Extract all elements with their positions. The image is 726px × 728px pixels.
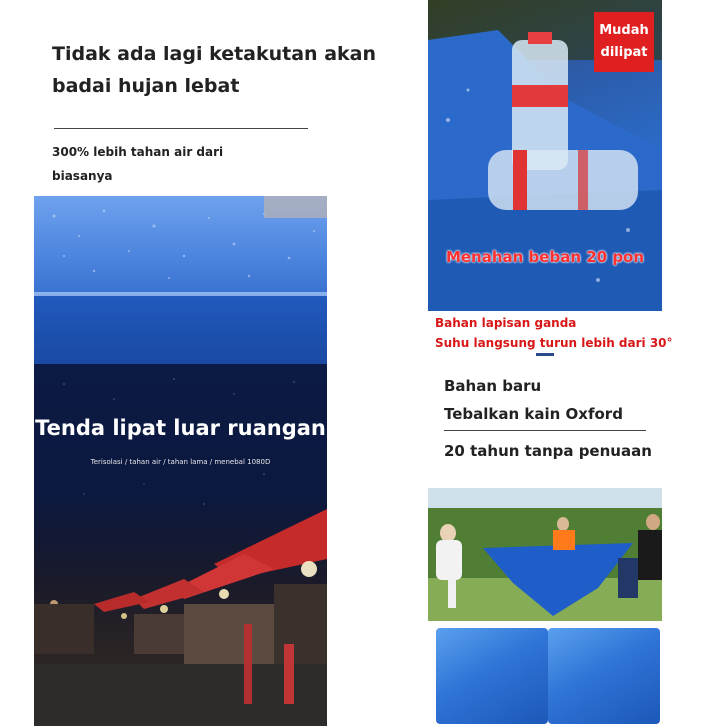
tarp-side xyxy=(34,296,327,364)
load-capacity-caption: Menahan beban 20 pon xyxy=(445,248,645,266)
no-aging-text: 20 tahun tanpa penuaan xyxy=(444,442,652,460)
waterproof-line-2: biasanya xyxy=(52,169,113,183)
feature-line-2: Tebalkan kain Oxford xyxy=(444,405,623,423)
tent-title: Tenda lipat luar ruangan xyxy=(35,416,326,440)
badge-line-2: dilipat xyxy=(600,45,648,60)
fabric-closeup-left xyxy=(436,628,548,724)
raindrops-illustration xyxy=(34,196,327,294)
tarp-roof xyxy=(34,196,327,294)
waterproof-claim xyxy=(52,140,223,188)
divider-left xyxy=(54,128,308,129)
headline xyxy=(52,38,376,102)
accent-bar xyxy=(536,353,554,356)
temperature-text: Suhu langsung turun lebih dari 30° xyxy=(435,336,673,350)
feature-line-1: Bahan baru xyxy=(444,377,542,395)
badge-line-1: Mudah xyxy=(599,23,649,38)
feature-list xyxy=(444,372,623,428)
tent-photo-panel xyxy=(34,196,327,726)
headline-line-1: Tidak ada lagi ketakutan akan xyxy=(52,43,376,65)
easy-fold-badge xyxy=(594,12,654,72)
tent-subtitle: Terisolasi / tahan air / tahan lama / menebal 1080D xyxy=(90,458,271,466)
waterproof-line-1: 300% lebih tahan air dari xyxy=(52,145,224,159)
tug-test-photo xyxy=(428,488,662,728)
headline-line-2: badai hujan lebat xyxy=(52,75,240,97)
fabric-closeup-right xyxy=(548,628,660,724)
divider-right xyxy=(444,430,646,431)
double-layer-text: Bahan lapisan ganda xyxy=(435,316,577,330)
